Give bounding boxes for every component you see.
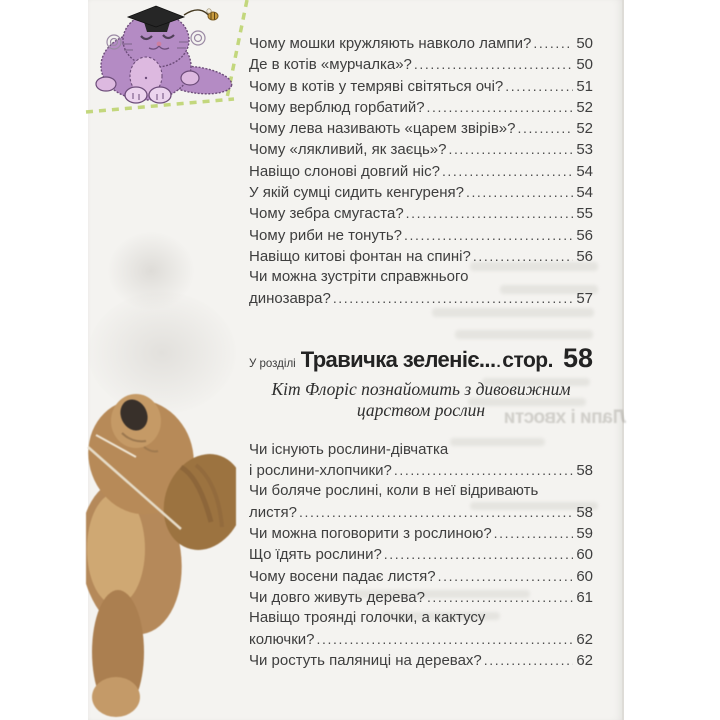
cat-paw — [125, 87, 147, 103]
puppy-photo — [86, 386, 236, 720]
toc-entry — [249, 246, 593, 267]
toc-entry-text: Чи існують рослини-дівчатка — [249, 440, 449, 458]
toc-entry-text: Що їдять рослини? — [249, 546, 382, 564]
cat-paw — [149, 87, 171, 103]
toc-leader-dots — [438, 566, 574, 587]
toc-leader-dots — [317, 629, 574, 650]
toc-entry-text: Навіщо слонові довгий ніс? — [249, 162, 440, 180]
toc-leader-dots — [406, 203, 574, 224]
section-subtitle-line: Кіт Флоріс познайомить з дивовижним — [271, 378, 571, 399]
bee-icon — [207, 9, 218, 20]
toc-leader-dots — [466, 182, 573, 203]
toc-entry-text: Чи можна поговорити з рослиною? — [249, 525, 492, 543]
toc-leader-dots — [384, 544, 574, 565]
section-page-label: стор. — [502, 348, 553, 372]
toc-entry-text: Навіщо китові фонтан на спині? — [249, 247, 471, 265]
section-leader-dots — [496, 354, 501, 371]
toc-entry — [249, 76, 593, 97]
toc-leader-dots — [333, 288, 574, 309]
section-header — [249, 343, 593, 374]
toc-leader-dots — [299, 502, 573, 523]
toc-page-number: 54 — [576, 162, 593, 180]
toc-entry — [249, 97, 593, 118]
section-subtitle-line: царством рослин — [356, 399, 486, 420]
toc-page-number: 55 — [576, 205, 593, 223]
toc-leader-dots — [427, 97, 574, 118]
toc-page-number: 54 — [576, 184, 593, 202]
toc-entry-text: Чи ростуть паляниці на деревах? — [249, 651, 482, 669]
tassel — [184, 10, 210, 17]
toc-leader-dots — [442, 161, 573, 182]
toc-page-number: 62 — [576, 651, 593, 669]
toc-leader-dots — [473, 246, 573, 267]
toc-entry-text: Чому мошки кружляють навколо лампи? — [249, 35, 532, 52]
toc-leader-dots — [484, 650, 574, 671]
toc-entry — [249, 566, 593, 587]
toc-entry-text: Чому «лякливий, як заєць»? — [249, 141, 447, 159]
toc-entry — [249, 118, 593, 139]
toc-entry — [249, 54, 593, 75]
toc-page-number: 50 — [576, 56, 593, 74]
toc-entry — [249, 629, 593, 650]
toc-entry — [249, 161, 593, 182]
puppy-body-shapes — [86, 386, 236, 717]
toc-page-number: 57 — [576, 289, 593, 307]
toc-entry — [249, 544, 593, 565]
toc-leader-dots — [427, 587, 573, 608]
toc-leader-dots — [517, 118, 573, 139]
toc-entry — [249, 587, 593, 608]
toc-leader-dots — [494, 523, 574, 544]
toc-page-number: 60 — [576, 567, 593, 585]
toc-page-number: 52 — [576, 98, 593, 116]
toc-entry — [249, 182, 593, 203]
toc-leader-dots — [505, 76, 573, 97]
toc-page-number: 60 — [576, 546, 593, 564]
toc-leader-dots — [404, 225, 573, 246]
toc-entry — [249, 650, 593, 671]
toc-entry-text: Чому верблюд горбатий? — [249, 98, 425, 116]
toc-entry — [249, 288, 593, 309]
toc-page-number: 56 — [576, 226, 593, 244]
section-subtitle — [249, 379, 593, 421]
toc-entry — [249, 139, 593, 160]
toc-entry — [249, 267, 593, 287]
toc-page-number: 58 — [576, 462, 593, 480]
toc-entry-text: листя? — [249, 503, 297, 521]
toc-entry — [249, 33, 593, 54]
toc-entry-text: динозавра? — [249, 289, 331, 307]
page-edge — [622, 0, 624, 720]
toc-entry — [249, 608, 593, 628]
toc-page-number: 61 — [576, 588, 593, 606]
toc-entry — [249, 440, 593, 460]
toc-entry-text: У якій сумці сидить кенгуреня? — [249, 184, 464, 202]
bleedthrough-mirrored-heading: Лапи і хвости — [504, 407, 626, 428]
section-prefix: У розділі — [249, 357, 296, 370]
toc-entry — [249, 502, 593, 523]
toc-entry — [249, 225, 593, 246]
toc-leader-dots — [533, 33, 573, 54]
toc-leader-dots — [448, 139, 573, 160]
toc-entry — [249, 481, 593, 501]
toc-entry-text: і рослини-хлопчики? — [249, 462, 392, 480]
toc-entry — [249, 203, 593, 224]
toc-entry-text: Де в котів «мурчалка»? — [249, 56, 412, 74]
table-of-contents — [249, 33, 593, 671]
toc-entry-text: Чи боляче рослині, коли в неї відривають — [249, 482, 539, 500]
cat-illustration — [84, 0, 250, 118]
toc-entry-text: Чому лева називають «царем звірів»? — [249, 120, 516, 138]
toc-entry-text: Чи можна зустріти справжнього — [249, 268, 469, 286]
toc-entry-text: Чому риби не тонуть? — [249, 226, 402, 244]
toc-entry — [249, 523, 593, 544]
cat-nose — [157, 42, 162, 47]
toc-page-number: 51 — [576, 77, 593, 95]
section-page-number: 58 — [562, 342, 593, 373]
toc-page-number: 59 — [576, 525, 593, 543]
toc-part-1 — [249, 33, 593, 309]
toc-entry-text: Чому зебра смугаста? — [249, 205, 404, 223]
toc-page-number: 50 — [576, 35, 593, 52]
toc-leader-dots — [394, 460, 573, 481]
toc-entry-text: Навіщо троянді голочки, а кактусу — [249, 609, 486, 627]
toc-page-number: 52 — [576, 120, 593, 138]
toc-page-number: 62 — [576, 630, 593, 648]
toc-leader-dots — [414, 54, 573, 75]
toc-page-number: 58 — [576, 503, 593, 521]
toc-entry-text: Чому восени падає листя? — [249, 567, 436, 585]
toc-entry — [249, 460, 593, 481]
toc-page-number: 56 — [576, 247, 593, 265]
toc-page-number: 53 — [576, 141, 593, 159]
toc-part-2 — [249, 440, 593, 671]
toc-entry-text: Чому в котів у темряві світяться очі? — [249, 77, 504, 95]
toc-entry-text: колючки? — [249, 630, 315, 648]
section-title: Травичка зеленіє... — [300, 346, 496, 372]
toc-entry-text: Чи довго живуть дерева? — [249, 588, 425, 606]
